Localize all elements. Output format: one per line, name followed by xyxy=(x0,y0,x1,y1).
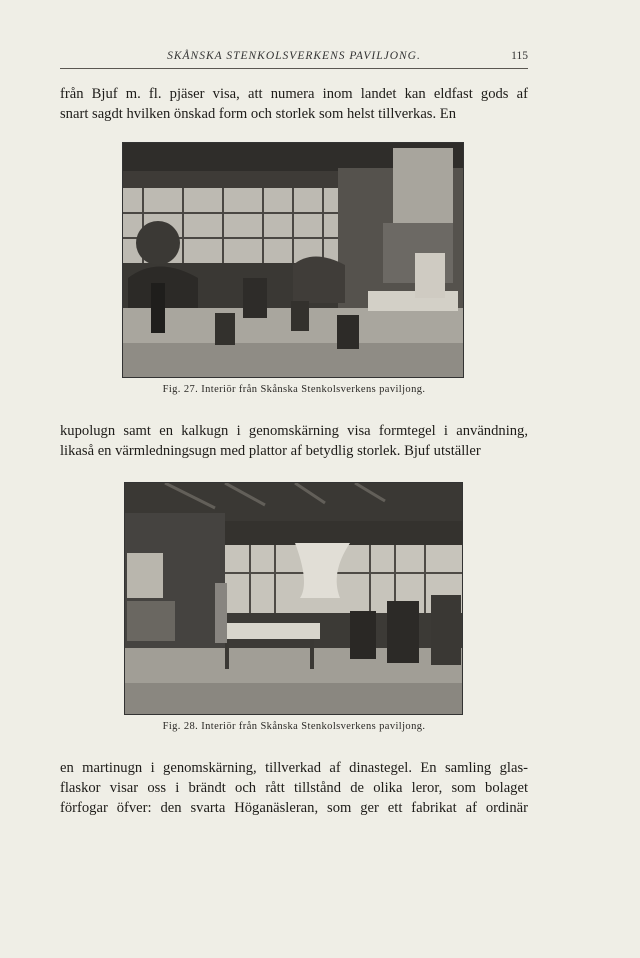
figure-27-caption: Fig. 27. Interiör från Skånska Stenkolsverkens paviljong. xyxy=(162,384,426,395)
text-line: kupolugn samt en kalkugn i genomskärning visa formtegel i användning, xyxy=(60,423,528,439)
paragraph-2 xyxy=(60,421,528,461)
running-head: SKÅNSKA STENKOLSVERKENS PAVILJONG. xyxy=(167,50,421,62)
pavilion-interior-photo-1 xyxy=(123,143,463,377)
figure-27-photo xyxy=(122,142,464,378)
pavilion-interior-photo-2 xyxy=(125,483,462,714)
text-line: likaså en värmledningsugn med plattor af betydlig storlek. Bjuf utställer xyxy=(60,443,481,459)
header-rule xyxy=(60,68,528,69)
figure-28-photo xyxy=(124,482,463,715)
figure-28-caption: Fig. 28. Interiör från Skånska Stenkolsverkens paviljong. xyxy=(162,721,426,732)
text-line: en martinugn i genomskärning, tillverkad af dinastegel. En samling glas- xyxy=(60,760,528,776)
paragraph-3 xyxy=(60,758,528,818)
paragraph-1 xyxy=(60,84,528,124)
text-line: snart sagdt hvilken önskad form och storlek som helst tillverkas. En xyxy=(60,106,456,122)
text-line: förfogar öfver: den svarta Höganäsleran, som ger ett fabrikat af ordinär xyxy=(60,800,528,816)
text-line: från Bjuf m. fl. pjäser visa, att numera inom landet kan eldfast gods af xyxy=(60,86,528,102)
page-number: 115 xyxy=(511,50,528,62)
text-line: flaskor visar oss i brändt och rått tillstånd de olika leror, som bolaget xyxy=(60,780,528,796)
